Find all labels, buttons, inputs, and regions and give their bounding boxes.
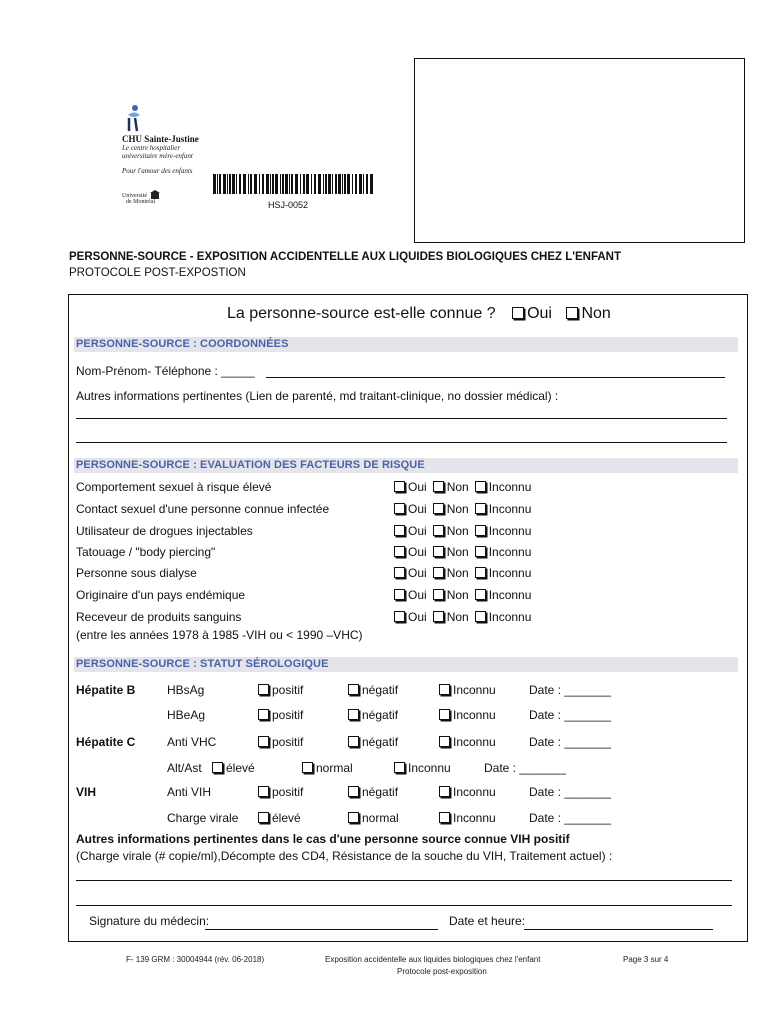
barcode-bar xyxy=(236,174,237,194)
other-hiv-info-heading: Autres informations pertinentes dans le cas d'une personne source connue VIH positif xyxy=(76,832,570,846)
barcode-bar xyxy=(314,174,316,194)
risk-factor-drogues-injectables-inconnu-checkbox[interactable] xyxy=(475,525,486,536)
anti-vih-positif-option[interactable] xyxy=(258,785,303,799)
anti-vhc-date-field[interactable]: Date : _______ xyxy=(529,735,612,749)
form-subtitle: PROTOCOLE POST-EXPOSTION xyxy=(69,267,246,279)
risk-factor-contact-sexuel-inconnu-label: Inconnu xyxy=(488,502,532,516)
anti-vih-inconnu-checkbox[interactable] xyxy=(439,786,450,797)
barcode-bar xyxy=(318,174,321,194)
risk-factor-dialyse-inconnu-label: Inconnu xyxy=(488,566,532,580)
patient-label-box xyxy=(414,58,745,243)
risk-factor-tatouage-non-checkbox[interactable] xyxy=(433,546,444,557)
risk-factor-drogues-injectables-options xyxy=(394,524,531,538)
risk-factor-drogues-injectables-oui-label: Oui xyxy=(408,524,427,538)
anti-vhc-positif-option[interactable] xyxy=(258,735,303,749)
risk-factor-produits-sanguins-non-checkbox[interactable] xyxy=(433,611,444,622)
risk-factor-pays-endemique-inconnu-label: Inconnu xyxy=(488,588,532,602)
alt-ast-label: Alt/Ast xyxy=(167,761,202,775)
hbeag-inconnu-label: Inconnu xyxy=(453,708,496,722)
hbsag-positif-checkbox[interactable] xyxy=(258,684,269,695)
barcode-bar xyxy=(323,174,324,194)
barcode-bar xyxy=(217,174,218,194)
anti-vhc-inconnu-checkbox[interactable] xyxy=(439,736,450,747)
barcode-bar xyxy=(370,174,373,194)
anti-vhc-inconnu-label: Inconnu xyxy=(453,735,496,749)
vih-label: VIH xyxy=(76,785,97,799)
barcode-bar xyxy=(338,174,341,194)
risk-factor-tatouage-label: Tatouage / "body piercing" xyxy=(76,545,216,559)
hbeag-label: HBeAg xyxy=(167,708,206,722)
datetime-field[interactable] xyxy=(524,929,713,930)
barcode-bar xyxy=(243,174,246,194)
anti-vih-inconnu-label: Inconnu xyxy=(453,785,496,799)
anti-vhc-positif-label: positif xyxy=(272,735,304,749)
other-hiv-info-line-1[interactable] xyxy=(76,880,732,881)
risk-factor-contact-sexuel-oui-label: Oui xyxy=(408,502,427,516)
section-serologie-title: PERSONNE-SOURCE : STATUT SÉROLOGIQUE xyxy=(76,658,329,670)
charge-virale-normal-label: normal xyxy=(362,811,399,825)
barcode-bar xyxy=(282,174,284,194)
risk-factor-pays-endemique-inconnu-checkbox[interactable] xyxy=(475,589,486,600)
section-coordonnees xyxy=(74,337,738,352)
source-known-question xyxy=(227,305,611,323)
alt-ast-date-field[interactable]: Date : _______ xyxy=(484,761,567,775)
risk-factor-contact-sexuel-non-label: Non xyxy=(446,502,469,516)
risk-factor-dialyse-options xyxy=(394,566,531,580)
barcode-bar xyxy=(289,174,290,194)
hbsag-inconnu-checkbox[interactable] xyxy=(439,684,450,695)
anti-vhc-negatif-label: négatif xyxy=(362,735,399,749)
hbeag-negatif-option[interactable] xyxy=(348,708,398,722)
barcode-bar xyxy=(254,174,257,194)
risk-factor-dialyse-oui-label: Oui xyxy=(408,566,427,580)
question-text: La personne-source est-elle connue ? xyxy=(227,305,496,322)
risk-factor-dialyse-inconnu-checkbox[interactable] xyxy=(475,567,486,578)
risk-factor-produits-sanguins-non-label: Non xyxy=(446,610,469,624)
anti-vih-negatif-option[interactable] xyxy=(348,785,398,799)
section-facteurs-risque xyxy=(74,458,738,473)
charge-virale-label: Charge virale xyxy=(167,811,239,825)
charge-virale-normal-checkbox[interactable] xyxy=(348,812,359,823)
anti-vih-inconnu-option[interactable] xyxy=(439,785,496,799)
hbeag-date-field[interactable]: Date : _______ xyxy=(529,708,612,722)
risk-factor-comportement-sexuel-oui-checkbox[interactable] xyxy=(394,481,405,492)
section-facteurs-title: PERSONNE-SOURCE : EVALUATION DES FACTEURS DE RISQUE xyxy=(76,459,425,471)
alt-ast-normal-option[interactable] xyxy=(302,761,353,775)
anti-vih-label: Anti VIH xyxy=(167,785,212,799)
risk-factor-drogues-injectables-non-label: Non xyxy=(446,524,469,538)
risk-factor-produits-sanguins-label: Receveur de produits sanguins xyxy=(76,610,242,624)
barcode-bar xyxy=(335,174,337,194)
signature-label: Signature du médecin: xyxy=(89,914,210,928)
alt-ast-normal-label: normal xyxy=(316,761,353,775)
risk-factor-comportement-sexuel-label: Comportement sexuel à risque élevé xyxy=(76,480,272,494)
risk-factor-dialyse-non-label: Non xyxy=(446,566,469,580)
alt-ast-eleve-label: élevé xyxy=(226,761,255,775)
anti-vih-negatif-label: négatif xyxy=(362,785,399,799)
anti-vih-negatif-checkbox[interactable] xyxy=(348,786,359,797)
logo-tagline: Pour l'amour des enfants xyxy=(122,167,193,175)
charge-virale-inconnu-label: Inconnu xyxy=(453,811,496,825)
risk-factor-produits-sanguins-oui-label: Oui xyxy=(408,610,427,624)
other-hiv-info-detail: (Charge virale (# copie/ml),Décompte des CD4, Résistance de la souche du VIH, Traitement actuel) : xyxy=(76,849,613,863)
hbsag-inconnu-option[interactable] xyxy=(439,683,496,697)
alt-ast-eleve-checkbox[interactable] xyxy=(212,762,223,773)
barcode-bar xyxy=(303,174,305,194)
risk-factor-produits-sanguins-oui-checkbox[interactable] xyxy=(394,611,405,622)
other-info-line-1[interactable] xyxy=(76,418,727,419)
other-info-line-2[interactable] xyxy=(76,442,727,443)
charge-virale-inconnu-option[interactable] xyxy=(439,811,496,825)
hbsag-positif-option[interactable] xyxy=(258,683,303,697)
barcode-bar xyxy=(291,174,293,194)
anti-vih-date-field[interactable]: Date : _______ xyxy=(529,785,612,799)
barcode-bar xyxy=(229,174,231,194)
barcode-bar xyxy=(270,174,271,194)
barcode-bar xyxy=(275,174,278,194)
barcode-bar xyxy=(219,174,221,194)
barcode-bar xyxy=(352,174,353,194)
hbsag-negatif-label: négatif xyxy=(362,683,399,697)
anti-vhc-inconnu-option[interactable] xyxy=(439,735,496,749)
chu-logo-icon xyxy=(123,104,145,132)
risk-factor-comportement-sexuel-options xyxy=(394,480,531,494)
hbeag-positif-label: positif xyxy=(272,708,304,722)
risk-factor-comportement-sexuel-non-checkbox[interactable] xyxy=(433,481,444,492)
barcode-bar xyxy=(295,174,298,194)
risk-factor-contact-sexuel-non-checkbox[interactable] xyxy=(433,503,444,514)
anti-vih-positif-label: positif xyxy=(272,785,304,799)
university-crest-icon xyxy=(150,190,160,199)
logo-line1: Le centre hospitalier xyxy=(122,144,181,152)
barcode-bar xyxy=(280,174,281,194)
other-info-label: Autres informations pertinentes (Lien de parenté, md traitant-clinique, no dossier médical) : xyxy=(76,389,559,403)
anti-vhc-negatif-checkbox[interactable] xyxy=(348,736,359,747)
alt-ast-inconnu-label: Inconnu xyxy=(408,761,451,775)
barcode-bar xyxy=(262,174,264,194)
barcode-bar xyxy=(248,174,249,194)
alt-ast-eleve-option[interactable] xyxy=(212,761,255,775)
alt-ast-inconnu-checkbox[interactable] xyxy=(394,762,405,773)
hbsag-positif-label: positif xyxy=(272,683,304,697)
hbsag-negatif-option[interactable] xyxy=(348,683,398,697)
barcode-bar xyxy=(223,174,226,194)
barcode-bar xyxy=(272,174,274,194)
question-oui-label: Oui xyxy=(527,305,552,322)
hbeag-negatif-label: négatif xyxy=(362,708,399,722)
risk-factor-pays-endemique-oui-checkbox[interactable] xyxy=(394,589,405,600)
logo-name: CHU Sainte-Justine xyxy=(122,134,199,144)
risk-factor-tatouage-inconnu-label: Inconnu xyxy=(488,545,532,559)
risk-factor-tatouage-non-label: Non xyxy=(446,545,469,559)
hbsag-date-field[interactable]: Date : _______ xyxy=(529,683,612,697)
barcode-bar xyxy=(250,174,252,194)
hbeag-negatif-checkbox[interactable] xyxy=(348,709,359,720)
risk-factor-contact-sexuel-label: Contact sexuel d'une personne connue infectée xyxy=(76,502,330,516)
barcode-label: HSJ-0052 xyxy=(268,200,309,210)
charge-virale-inconnu-checkbox[interactable] xyxy=(439,812,450,823)
risk-factor-drogues-injectables-non-checkbox[interactable] xyxy=(433,525,444,536)
hbsag-label: HBsAg xyxy=(167,683,205,697)
barcode-bar xyxy=(366,174,368,194)
barcode-bar xyxy=(285,174,288,194)
risk-factor-pays-endemique-oui-label: Oui xyxy=(408,588,427,602)
question-non-checkbox[interactable] xyxy=(566,307,578,319)
risk-factor-contact-sexuel-options xyxy=(394,502,531,516)
hbeag-inconnu-checkbox[interactable] xyxy=(439,709,450,720)
barcode-bar xyxy=(300,174,301,194)
question-non-label: Non xyxy=(581,305,611,322)
hbeag-inconnu-option[interactable] xyxy=(439,708,496,722)
risk-factor-dialyse-label: Personne sous dialyse xyxy=(76,566,197,580)
section-coordonnees-title: PERSONNE-SOURCE : COORDONNÉES xyxy=(76,338,289,350)
footer-title-line1: Exposition accidentelle aux liquides biologiques chez l'enfant xyxy=(325,955,541,964)
barcode-bar xyxy=(239,174,241,194)
barcode-bar xyxy=(325,174,327,194)
risk-factor-dialyse-non-checkbox[interactable] xyxy=(433,567,444,578)
barcode-bar xyxy=(259,174,260,194)
barcode-bar xyxy=(328,174,331,194)
risk-factor-drogues-injectables-inconnu-label: Inconnu xyxy=(488,524,532,538)
risk-factor-pays-endemique-non-label: Non xyxy=(446,588,469,602)
risk-factor-comportement-sexuel-inconnu-label: Inconnu xyxy=(488,480,532,494)
barcode xyxy=(213,174,373,194)
barcode-bar xyxy=(355,174,357,194)
chu-logo xyxy=(122,104,212,175)
risk-factor-tatouage-oui-label: Oui xyxy=(408,545,427,559)
risk-factor-comportement-sexuel-oui-label: Oui xyxy=(408,480,427,494)
risk-factor-note: (entre les années 1978 à 1985 -VIH ou < 1990 –VHC) xyxy=(76,628,363,642)
risk-factor-comportement-sexuel-inconnu-checkbox[interactable] xyxy=(475,481,486,492)
barcode-bar xyxy=(306,174,309,194)
name-phone-field[interactable] xyxy=(266,377,725,378)
barcode-bar xyxy=(266,174,269,194)
barcode-bar xyxy=(213,174,216,194)
charge-virale-date-field[interactable]: Date : _______ xyxy=(529,811,612,825)
risk-factor-drogues-injectables-oui-checkbox[interactable] xyxy=(394,525,405,536)
risk-factor-tatouage-inconnu-checkbox[interactable] xyxy=(475,546,486,557)
risk-factor-produits-sanguins-options xyxy=(394,610,531,624)
barcode-bar xyxy=(359,174,362,194)
footer-page-number: Page 3 sur 4 xyxy=(623,955,669,964)
name-phone-label: Nom-Prénom- Téléphone : _____ xyxy=(76,364,255,378)
risk-factor-dialyse-oui-checkbox[interactable] xyxy=(394,567,405,578)
alt-ast-normal-checkbox[interactable] xyxy=(302,762,313,773)
footer-form-id: F- 139 GRM : 30004944 (rév. 06-2018) xyxy=(126,955,265,964)
risk-factor-contact-sexuel-oui-checkbox[interactable] xyxy=(394,503,405,514)
risk-factor-produits-sanguins-inconnu-label: Inconnu xyxy=(488,610,532,624)
hbsag-inconnu-label: Inconnu xyxy=(453,683,496,697)
risk-factor-produits-sanguins-inconnu-checkbox[interactable] xyxy=(475,611,486,622)
footer-title-line2: Protocole post-exposition xyxy=(397,967,487,976)
hbsag-negatif-checkbox[interactable] xyxy=(348,684,359,695)
barcode-bar xyxy=(363,174,364,194)
other-hiv-info-line-2[interactable] xyxy=(76,905,732,906)
charge-virale-eleve-label: élevé xyxy=(272,811,301,825)
datetime-label: Date et heure: xyxy=(449,914,526,928)
charge-virale-normal-option[interactable] xyxy=(348,811,399,825)
risk-factor-pays-endemique-label: Originaire d'un pays endémique xyxy=(76,588,246,602)
charge-virale-eleve-checkbox[interactable] xyxy=(258,812,269,823)
risk-factor-tatouage-oui-checkbox[interactable] xyxy=(394,546,405,557)
alt-ast-inconnu-option[interactable] xyxy=(394,761,451,775)
barcode-bar xyxy=(227,174,228,194)
hbeag-positif-checkbox[interactable] xyxy=(258,709,269,720)
risk-factor-tatouage-options xyxy=(394,545,531,559)
risk-factor-pays-endemique-non-checkbox[interactable] xyxy=(433,589,444,600)
barcode-bar xyxy=(347,174,350,194)
risk-factor-pays-endemique-options xyxy=(394,588,531,602)
barcode-bar xyxy=(332,174,333,194)
anti-vhc-negatif-option[interactable] xyxy=(348,735,398,749)
anti-vih-positif-checkbox[interactable] xyxy=(258,786,269,797)
hepatite-b-label: Hépatite B xyxy=(76,683,136,697)
barcode-bar xyxy=(344,174,346,194)
hepatite-c-label: Hépatite C xyxy=(76,735,136,749)
question-oui-checkbox[interactable] xyxy=(512,307,524,319)
university-line2: de Montréal xyxy=(126,199,156,205)
form-title: PERSONNE-SOURCE - EXPOSITION ACCIDENTELLE AUX LIQUIDES BIOLOGIQUES CHEZ L'ENFANT xyxy=(69,251,622,263)
risk-factor-drogues-injectables-label: Utilisateur de drogues injectables xyxy=(76,524,253,538)
charge-virale-eleve-option[interactable] xyxy=(258,811,301,825)
risk-factor-comportement-sexuel-non-label: Non xyxy=(446,480,469,494)
barcode-bar xyxy=(232,174,235,194)
signature-field[interactable] xyxy=(205,929,438,930)
anti-vhc-positif-checkbox[interactable] xyxy=(258,736,269,747)
barcode-bar xyxy=(342,174,343,194)
hbeag-positif-option[interactable] xyxy=(258,708,303,722)
anti-vhc-label: Anti VHC xyxy=(167,735,217,749)
logo-line2: universitaire mère-enfant xyxy=(122,152,193,160)
risk-factor-contact-sexuel-inconnu-checkbox[interactable] xyxy=(475,503,486,514)
section-statut-serologique xyxy=(74,657,738,672)
university-line1: Université xyxy=(122,193,147,199)
barcode-bar xyxy=(311,174,312,194)
